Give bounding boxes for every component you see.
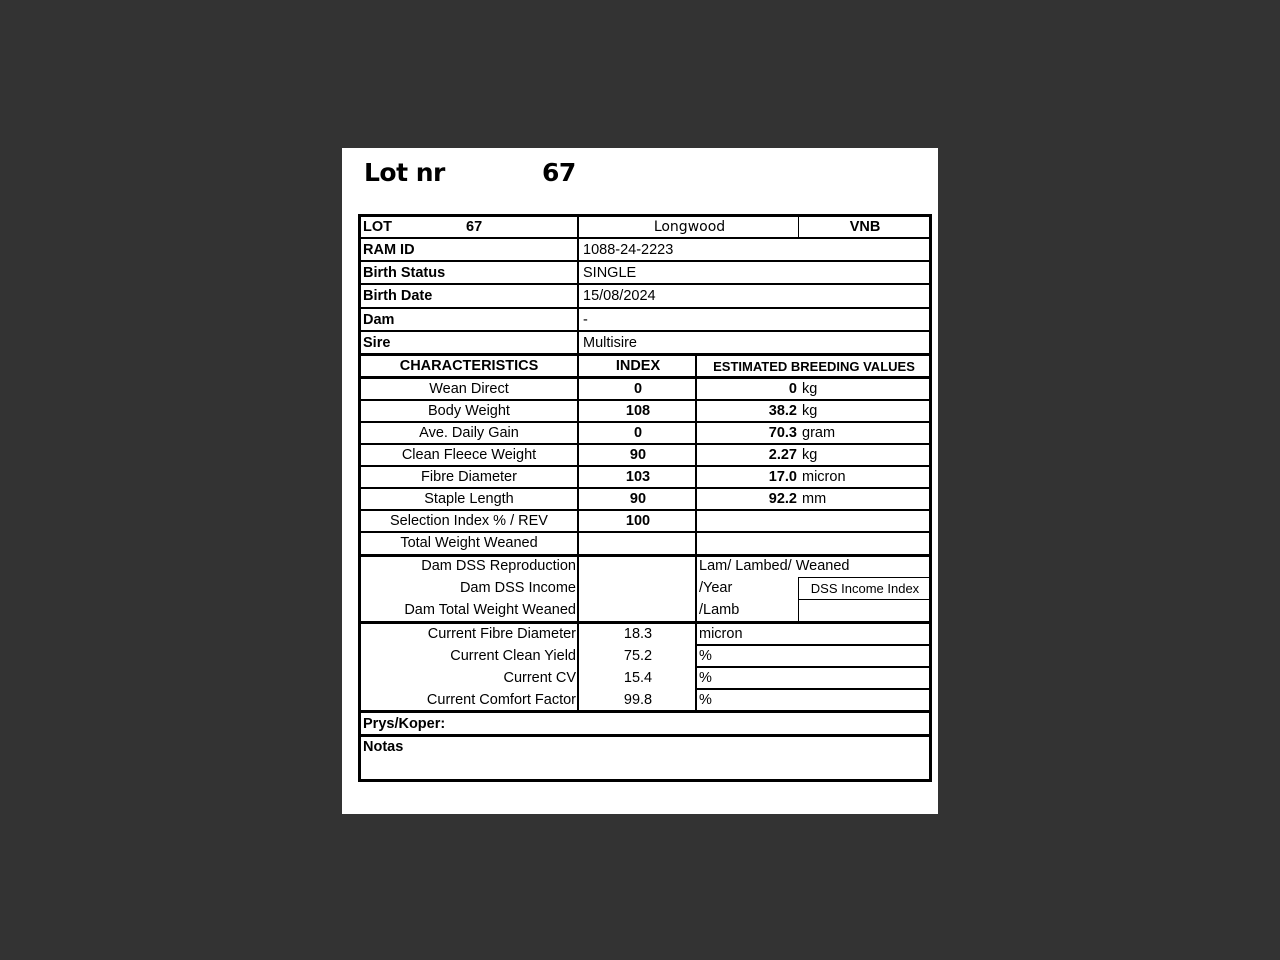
ram-id-value: 1088-24-2223 [583, 241, 674, 258]
lot-value: 67 [466, 218, 483, 235]
lot-title-label: Lot nr [364, 158, 445, 187]
trait-unit: kg [802, 403, 818, 420]
trait-name: Staple Length [424, 491, 514, 508]
ram-id-label: RAM ID [363, 241, 415, 258]
trait-ebv: 70.3 [768, 425, 797, 442]
trait-index: 0 [633, 380, 643, 397]
trait-ebv: 2.27 [768, 447, 797, 464]
trait-ebv: 38.2 [768, 403, 797, 420]
lot-title-number: 67 [542, 158, 576, 187]
trait-unit: gram [802, 425, 836, 442]
lot-label: LOT [363, 218, 392, 235]
current-value: 15.4 [623, 670, 653, 687]
current-value: 18.3 [623, 625, 653, 642]
current-unit: % [699, 670, 712, 687]
trait-name: Fibre Diameter [421, 469, 517, 486]
current-label: Current CV [503, 670, 576, 687]
dam-dss-income-label: Dam DSS Income [459, 580, 576, 597]
current-label: Current Clean Yield [450, 648, 576, 665]
ebv-header: ESTIMATED BREEDING VALUES [713, 358, 915, 374]
trait-index: 0 [633, 425, 643, 442]
dam-dss-reproduction-label: Dam DSS Reproduction [421, 558, 576, 575]
dss-income-index-value [800, 600, 930, 621]
dam-total-weight-weaned-label: Dam Total Weight Weaned [404, 602, 576, 619]
trait-name: Clean Fleece Weight [401, 447, 537, 464]
dam-label: Dam [363, 311, 395, 328]
birth-date-label: Birth Date [363, 288, 433, 305]
trait-index: 90 [629, 491, 647, 508]
price-buyer-field[interactable]: Prys/Koper: [363, 715, 446, 732]
breed-name: Longwood [653, 219, 726, 235]
trait-index: 100 [625, 513, 651, 530]
current-value: 99.8 [623, 692, 653, 709]
trait-ebv: 92.2 [768, 491, 797, 508]
current-unit: % [699, 692, 712, 709]
trait-index: 103 [625, 469, 651, 486]
dam-value: - [583, 311, 588, 328]
current-label: Current Fibre Diameter [427, 625, 576, 642]
current-unit: micron [699, 625, 743, 642]
trait-index: 108 [625, 403, 651, 420]
trait-unit: mm [802, 491, 827, 508]
sire-value: Multisire [583, 334, 637, 351]
birth-status-label: Birth Status [363, 264, 446, 281]
trait-ebv: 0 [788, 380, 797, 397]
birth-date-value: 15/08/2024 [583, 288, 656, 305]
trait-unit: kg [802, 447, 818, 464]
characteristics-header: CHARACTERISTICS [399, 357, 539, 374]
current-unit: % [699, 648, 712, 665]
trait-name: Wean Direct [429, 380, 509, 397]
trait-name: Ave. Daily Gain [419, 425, 519, 442]
trait-index: 90 [629, 447, 647, 464]
dam-income-unit: /Year [699, 580, 733, 597]
trait-unit: kg [802, 380, 818, 397]
dam-weight-unit: /Lamb [699, 602, 740, 619]
current-label: Current Comfort Factor [426, 692, 576, 709]
sire-label: Sire [363, 334, 391, 351]
trait-name: Total Weight Weaned [400, 535, 538, 552]
index-header: INDEX [615, 357, 661, 374]
notes-field[interactable]: Notas [363, 738, 404, 755]
dam-reproduction-unit: Lam/ Lambed/ Weaned [699, 558, 850, 575]
current-value: 75.2 [623, 648, 653, 665]
trait-unit: micron [802, 469, 846, 486]
trait-name: Body Weight [428, 403, 510, 420]
trait-ebv: 17.0 [768, 469, 797, 486]
breed-code: VNB [849, 218, 881, 235]
trait-name: Selection Index % / REV [390, 513, 548, 530]
birth-status-value: SINGLE [583, 264, 637, 281]
dss-income-index-label: DSS Income Index [810, 581, 920, 596]
